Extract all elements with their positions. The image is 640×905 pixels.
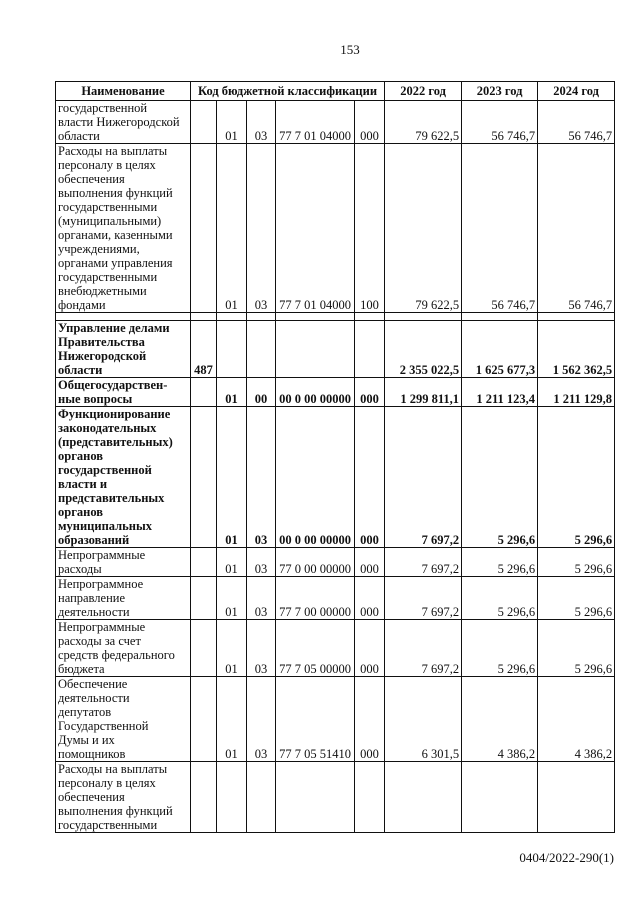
amount-2022: 7 697,2 xyxy=(385,407,462,548)
amount-2022: 7 697,2 xyxy=(385,577,462,620)
code-expense-type: 000 xyxy=(355,407,385,548)
amount-2024: 56 746,7 xyxy=(538,101,615,144)
row-name: Расходы на выплаты персоналу в целях обеспечения выполнения функций государственными (муниципальными) органами, казенными учреждениями, органами управления государственными внебюджетными фондами xyxy=(56,144,191,313)
amount-2023: 56 746,7 xyxy=(462,144,538,313)
code-expense-type: 000 xyxy=(355,378,385,407)
code-ministry xyxy=(191,407,217,548)
table-header xyxy=(56,82,615,101)
header-budget-code: Код бюджетной классификации xyxy=(191,82,385,101)
table-row xyxy=(56,677,615,762)
code-section: 01 xyxy=(217,577,247,620)
code-target-article: 77 0 00 00000 xyxy=(276,548,355,577)
amount-2024: 4 386,2 xyxy=(538,677,615,762)
code-expense-type xyxy=(355,321,385,378)
code-subsection: 03 xyxy=(247,548,276,577)
code-section xyxy=(217,321,247,378)
amount-2023: 5 296,6 xyxy=(462,548,538,577)
amount-2023: 5 296,6 xyxy=(462,577,538,620)
code-ministry xyxy=(191,101,217,144)
header-name: Наименование xyxy=(56,82,191,101)
code-subsection: 00 xyxy=(247,378,276,407)
code-ministry xyxy=(191,144,217,313)
code-subsection: 03 xyxy=(247,577,276,620)
code-section: 01 xyxy=(217,144,247,313)
table-row xyxy=(56,620,615,677)
amount-2022: 6 301,5 xyxy=(385,677,462,762)
amount-2022: 7 697,2 xyxy=(385,548,462,577)
code-expense-type: 000 xyxy=(355,548,385,577)
amount-2024: 5 296,6 xyxy=(538,620,615,677)
code-subsection xyxy=(247,321,276,378)
header-year-2022: 2022 год xyxy=(385,82,462,101)
code-subsection: 03 xyxy=(247,144,276,313)
amount-2024: 5 296,6 xyxy=(538,577,615,620)
amount-2024: 1 562 362,5 xyxy=(538,321,615,378)
amount-2023: 5 296,6 xyxy=(462,620,538,677)
table-row xyxy=(56,762,615,833)
header-year-2023: 2023 год xyxy=(462,82,538,101)
document-code: 0404/2022-290(1) xyxy=(519,850,614,865)
amount-2024 xyxy=(538,762,615,833)
code-subsection: 03 xyxy=(247,101,276,144)
amount-2023: 56 746,7 xyxy=(462,101,538,144)
code-expense-type: 000 xyxy=(355,677,385,762)
row-name: государственной власти Нижегородской области xyxy=(56,101,191,144)
code-ministry xyxy=(191,620,217,677)
code-target-article: 00 0 00 00000 xyxy=(276,378,355,407)
code-subsection xyxy=(247,313,276,321)
amount-2024: 56 746,7 xyxy=(538,144,615,313)
amount-2024: 1 211 129,8 xyxy=(538,378,615,407)
amount-2022: 7 697,2 xyxy=(385,620,462,677)
code-section: 01 xyxy=(217,620,247,677)
amount-2023: 4 386,2 xyxy=(462,677,538,762)
row-name: Общегосударствен- ные вопросы xyxy=(56,378,191,407)
row-name xyxy=(56,313,191,321)
table-row xyxy=(56,144,615,313)
code-target-article: 77 7 01 04000 xyxy=(276,144,355,313)
amount-2024 xyxy=(538,313,615,321)
amount-2022: 1 299 811,1 xyxy=(385,378,462,407)
amount-2024: 5 296,6 xyxy=(538,548,615,577)
code-target-article: 77 7 00 00000 xyxy=(276,577,355,620)
code-expense-type: 000 xyxy=(355,620,385,677)
code-expense-type xyxy=(355,762,385,833)
row-name: Расходы на выплаты персоналу в целях обеспечения выполнения функций государственными xyxy=(56,762,191,833)
table-row xyxy=(56,577,615,620)
code-ministry xyxy=(191,378,217,407)
amount-2022: 79 622,5 xyxy=(385,101,462,144)
code-expense-type: 000 xyxy=(355,101,385,144)
code-section xyxy=(217,313,247,321)
table-row xyxy=(56,321,615,378)
table-row xyxy=(56,548,615,577)
header-row xyxy=(56,82,615,101)
page-number: 153 xyxy=(340,42,360,57)
code-subsection: 03 xyxy=(247,407,276,548)
table-body xyxy=(56,101,615,833)
code-target-article xyxy=(276,762,355,833)
code-expense-type xyxy=(355,313,385,321)
amount-2022 xyxy=(385,313,462,321)
code-expense-type: 000 xyxy=(355,577,385,620)
code-section: 01 xyxy=(217,677,247,762)
amount-2022 xyxy=(385,762,462,833)
table-row xyxy=(56,378,615,407)
code-ministry xyxy=(191,577,217,620)
amount-2023: 1 211 123,4 xyxy=(462,378,538,407)
code-ministry xyxy=(191,313,217,321)
code-expense-type: 100 xyxy=(355,144,385,313)
amount-2022: 79 622,5 xyxy=(385,144,462,313)
code-section xyxy=(217,762,247,833)
table-row xyxy=(56,407,615,548)
amount-2024: 5 296,6 xyxy=(538,407,615,548)
amount-2023: 1 625 677,3 xyxy=(462,321,538,378)
code-target-article xyxy=(276,321,355,378)
code-subsection xyxy=(247,762,276,833)
code-target-article: 77 7 05 00000 xyxy=(276,620,355,677)
header-year-2024: 2024 год xyxy=(538,82,615,101)
row-name: Управление делами Правительства Нижегородской области xyxy=(56,321,191,378)
amount-2023: 5 296,6 xyxy=(462,407,538,548)
row-name: Непрограммные расходы за счет средств федерального бюджета xyxy=(56,620,191,677)
table-row xyxy=(56,313,615,321)
code-section: 01 xyxy=(217,378,247,407)
amount-2022: 2 355 022,5 xyxy=(385,321,462,378)
code-subsection: 03 xyxy=(247,620,276,677)
amount-2023 xyxy=(462,762,538,833)
row-name: Непрограммные расходы xyxy=(56,548,191,577)
code-section: 01 xyxy=(217,407,247,548)
row-name: Функционирование законодательных (представительных) органов государственной власти и представительных органов муниципальных образований xyxy=(56,407,191,548)
table-row xyxy=(56,101,615,144)
code-ministry xyxy=(191,548,217,577)
code-target-article: 00 0 00 00000 xyxy=(276,407,355,548)
code-ministry: 487 xyxy=(191,321,217,378)
amount-2023 xyxy=(462,313,538,321)
code-subsection: 03 xyxy=(247,677,276,762)
code-section: 01 xyxy=(217,101,247,144)
code-section: 01 xyxy=(217,548,247,577)
code-target-article: 77 7 05 51410 xyxy=(276,677,355,762)
code-target-article: 77 7 01 04000 xyxy=(276,101,355,144)
code-ministry xyxy=(191,677,217,762)
budget-table xyxy=(55,81,615,833)
code-ministry xyxy=(191,762,217,833)
row-name: Обеспечение деятельности депутатов Государственной Думы и их помощников xyxy=(56,677,191,762)
row-name: Непрограммное направление деятельности xyxy=(56,577,191,620)
code-target-article xyxy=(276,313,355,321)
